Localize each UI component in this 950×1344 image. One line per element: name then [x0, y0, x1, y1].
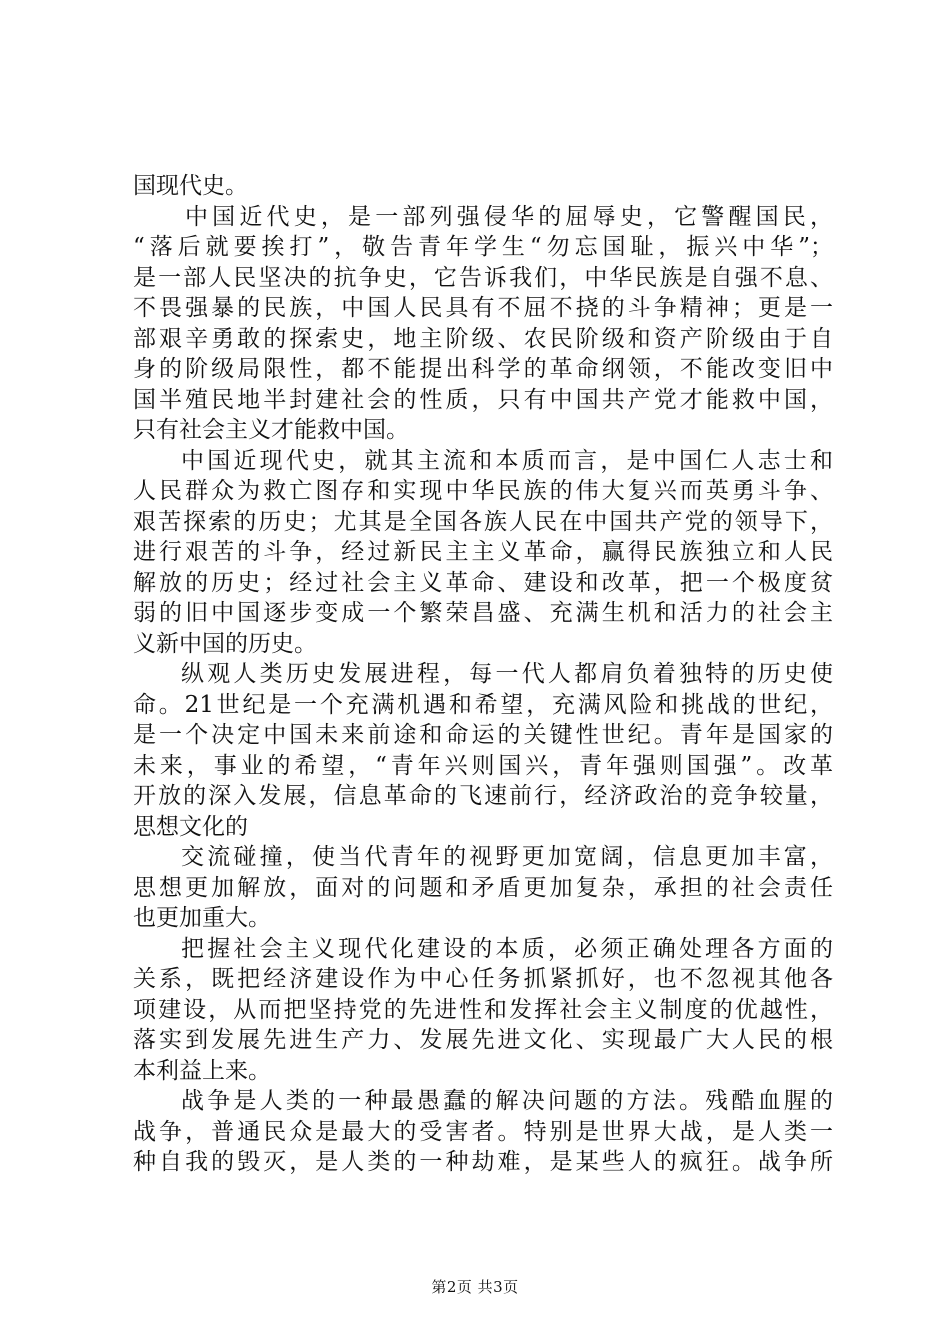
text-line: 命。21世纪是一个充满机遇和希望，充满风险和挑战的世纪， [133, 691, 833, 718]
text-line: 中国近代史，是一部列强侵华的屈辱史，它警醒国民， [185, 203, 833, 230]
page-number-footer: 第2页 共3页 [431, 1278, 519, 1296]
document-body [133, 171, 833, 1178]
text-line: 只有社会主义才能救中国。 [133, 417, 409, 443]
text-line: 部艰辛勇敢的探索史，地主阶级、农民阶级和资产阶级由于自 [133, 325, 833, 352]
text-line: “落后就要挨打”，敬告青年学生“勿忘国耻，振兴中华”； [133, 234, 833, 260]
text-line: 交流碰撞，使当代青年的视野更加宽阔，信息更加丰富， [181, 844, 833, 870]
text-line: 进行艰苦的斗争，经过新民主主义革命，赢得民族独立和人民 [133, 539, 833, 565]
text-line: 是一部人民坚决的抗争史，它告诉我们，中华民族是自强不息、 [133, 264, 833, 291]
text-line: 国半殖民地半封建社会的性质，只有中国共产党才能救中国， [133, 386, 833, 413]
text-line: 国现代史。 [133, 173, 248, 199]
text-line: 项建设，从而把坚持党的先进性和发挥社会主义制度的优越性， [133, 996, 833, 1023]
text-line: 落实到发展先进生产力、发展先进文化、实现最广大人民的根 [133, 1027, 833, 1053]
text-line: 战争是人类的一种最愚蠢的解决问题的方法。残酷血腥的 [181, 1088, 833, 1114]
text-line: 纵观人类历史发展进程，每一代人都肩负着独特的历史使 [181, 661, 833, 687]
text-line: 解放的历史；经过社会主义革命、建设和改革，把一个极度贫 [133, 569, 833, 596]
text-line: 思想更加解放，面对的问题和矛盾更加复杂，承担的社会责任 [133, 874, 833, 901]
text-line: 是一个决定中国未来前途和命运的关键性世纪。青年是国家的 [133, 722, 833, 748]
text-line: 把握社会主义现代化建设的本质，必须正确处理各方面的 [181, 935, 833, 962]
text-line: 开放的深入发展，信息革命的飞速前行，经济政治的竞争较量， [133, 783, 833, 809]
text-line: 也更加重大。 [133, 905, 271, 931]
text-line: 身的阶级局限性，都不能提出科学的革命纲领，不能改变旧中 [133, 356, 833, 382]
text-line: 弱的旧中国逐步变成一个繁荣昌盛、充满生机和活力的社会主 [133, 600, 833, 626]
text-line: 未来，事业的希望，“青年兴则国兴，青年强则国强”。改革 [133, 752, 833, 779]
text-line: 义新中国的历史。 [133, 630, 317, 657]
text-line: 人民群众为救亡图存和实现中华民族的伟大复兴而英勇斗争、 [133, 478, 833, 504]
text-line: 战争，普通民众是最大的受害者。特别是世界大战，是人类一 [133, 1118, 833, 1145]
text-line: 关系，既把经济建设作为中心任务抓紧抓好，也不忽视其他各 [133, 966, 833, 992]
text-line: 不畏强暴的民族，中国人民具有不屈不挠的斗争精神；更是一 [133, 295, 833, 321]
text-line: 本利益上来。 [133, 1057, 271, 1084]
text-line: 中国近现代史，就其主流和本质而言，是中国仁人志士和 [181, 447, 833, 474]
text-line: 思想文化的 [133, 813, 248, 840]
text-line: 种自我的毁灭，是人类的一种劫难，是某些人的疯狂。战争所 [133, 1149, 833, 1175]
text-line: 艰苦探索的历史；尤其是全国各族人民在中国共产党的领导下， [133, 508, 833, 535]
